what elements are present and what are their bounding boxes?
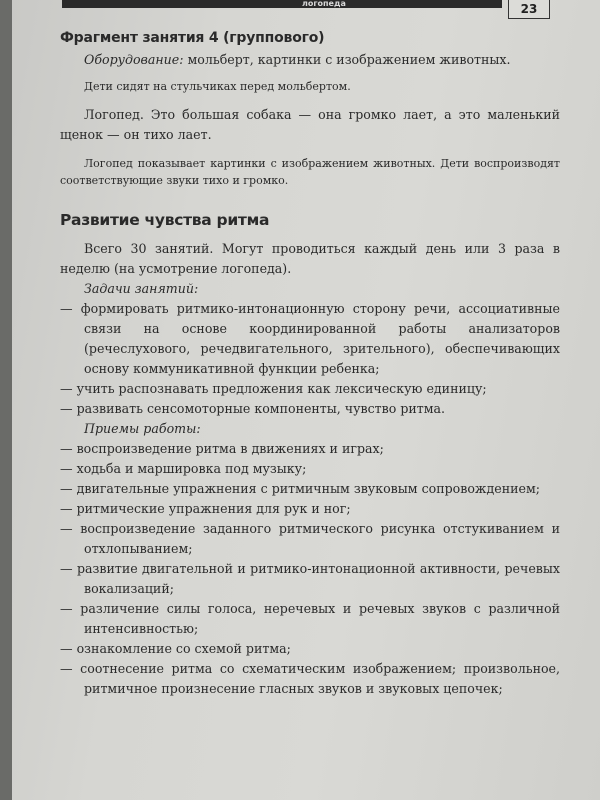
methods-heading: Приемы работы: [84, 421, 201, 436]
note-logoped-shows: Логопед показывает картинки с изображением животных. Дети воспроизводят соответствующие звуки тихо и громко. [60, 157, 560, 187]
method-item: — различение силы голоса, неречевых и речевых звуков с различной интенсивностью; [60, 601, 560, 636]
equipment-label: Оборудование: [84, 52, 184, 67]
method-item: — соотнесение ритма со схематическим изображением; произвольное, ритмичное произнесение гласных звуков и звуковых цепочек; [60, 661, 560, 696]
page-content [60, 30, 560, 699]
section-intro: Всего 30 занятий. Могут проводиться каждый день или 3 раза в неделю (на усмотрение логопеда). [60, 241, 560, 276]
equipment-text: мольберт, картинки с изображением животных. [183, 52, 511, 67]
running-head [62, 0, 502, 8]
method-item: — ритмические упражнения для рук и ног; [60, 501, 351, 516]
task-item: — формировать ритмико-интонационную сторону речи, ассоциативные связи на основе координированной работы анализаторов (речеслухового, речедвигательного, зрительного), обеспечивающих основу коммуникативной функции ребенка; [60, 301, 560, 376]
equipment-paragraph [60, 50, 560, 70]
method-item: — воспроизведение ритма в движениях и играх; [60, 441, 384, 456]
book-page [12, 0, 600, 800]
page-number: 23 [508, 0, 550, 19]
running-title: логопеда [302, 0, 346, 8]
method-item: — развитие двигательной и ритмико-интонационной активности, речевых вокализаций; [60, 561, 560, 596]
method-item: — воспроизведение заданного ритмического рисунка отстукиванием и отхлопыванием; [60, 521, 560, 556]
note-children-seated: Дети сидят на стульчиках перед мольбертом. [84, 80, 351, 93]
method-item: — двигательные упражнения с ритмичным звуковым сопровождением; [60, 481, 540, 496]
fragment-title: Фрагмент занятия 4 (группового) [60, 30, 325, 46]
method-item: — ознакомление со схемой ритма; [60, 641, 291, 656]
dialogue-line: Логопед. Это большая собака — она громко лает, а это маленький щенок — он тихо лает. [60, 107, 560, 142]
method-item: — ходьба и маршировка под музыку; [60, 461, 307, 476]
task-item: — учить распознавать предложения как лексическую единицу; [60, 381, 487, 396]
tasks-heading: Задачи занятий: [84, 281, 199, 296]
task-item: — развивать сенсомоторные компоненты, чувство ритма. [60, 401, 446, 416]
section-title: Развитие чувства ритма [60, 211, 270, 229]
